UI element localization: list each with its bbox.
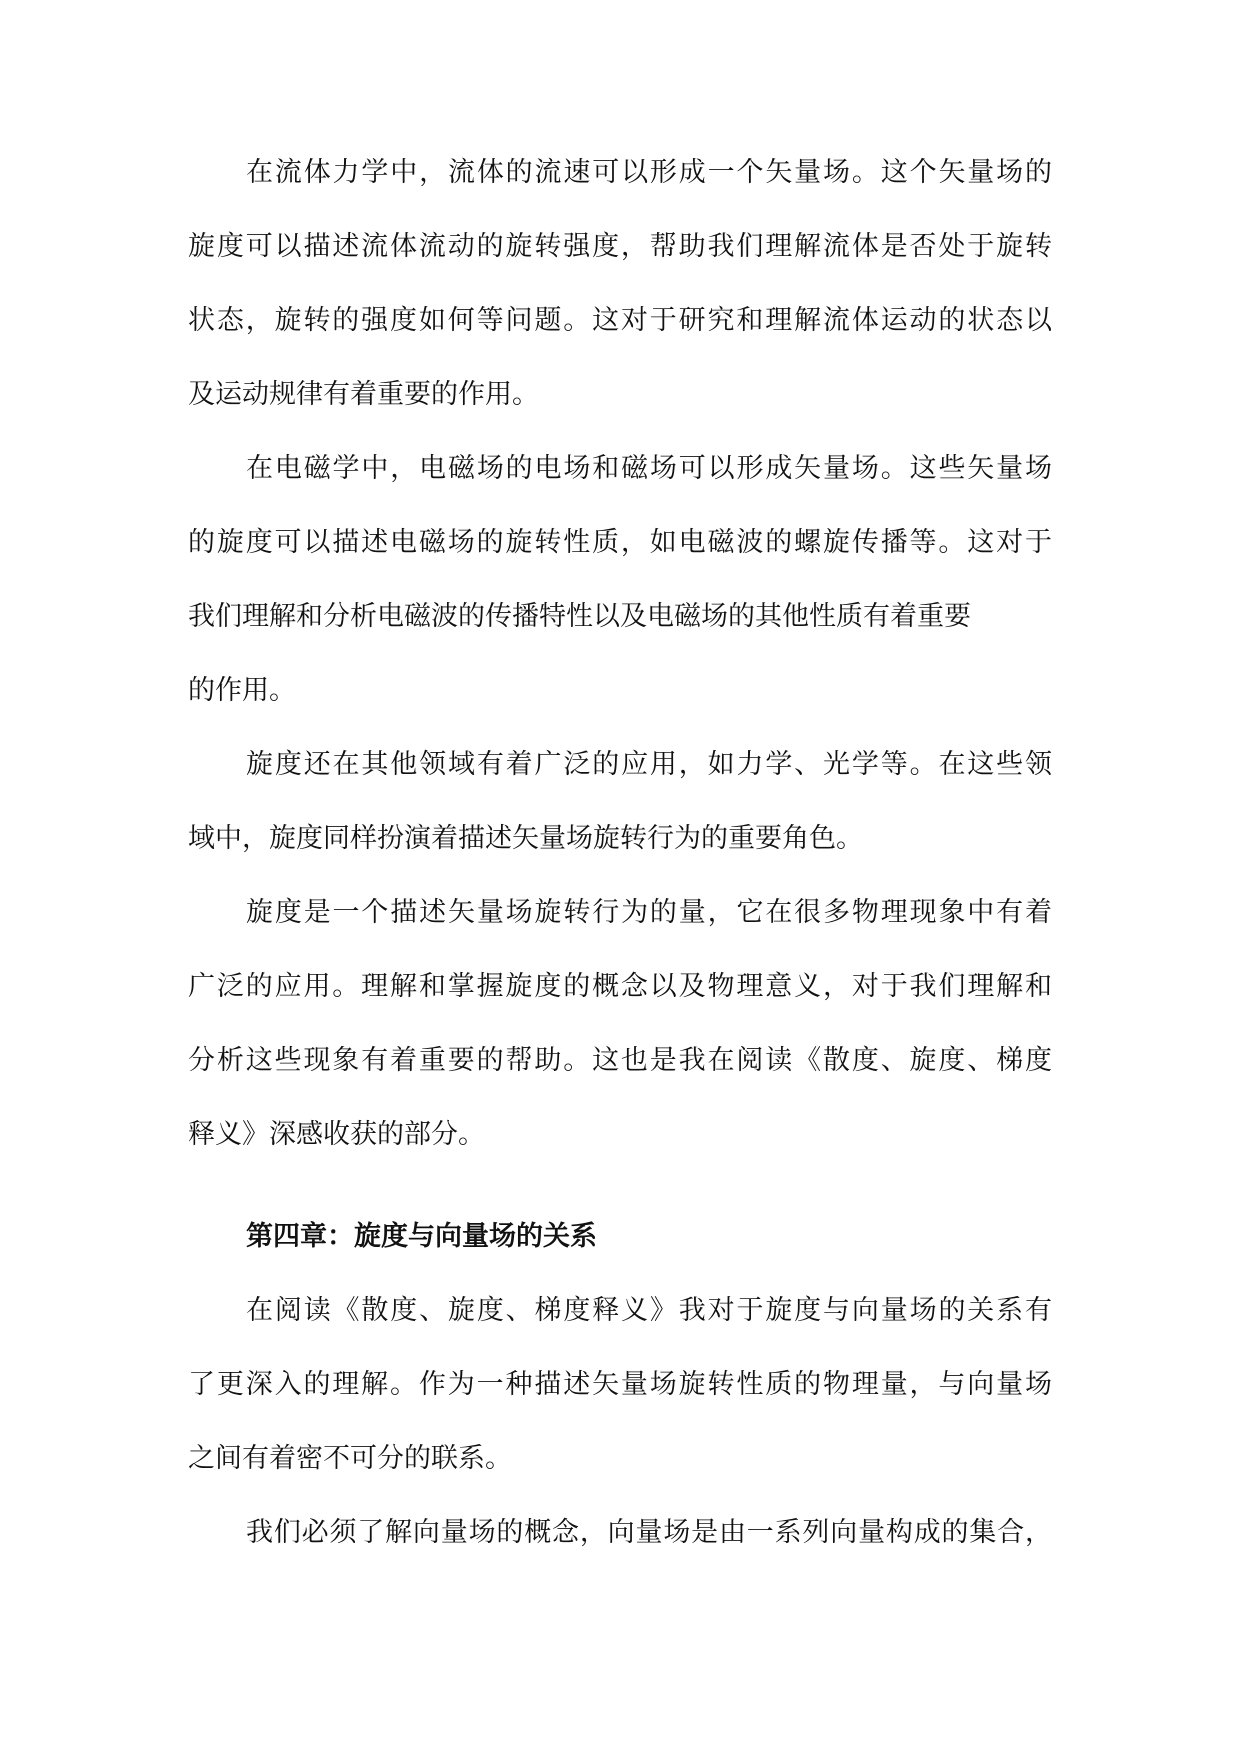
document-body — [188, 136, 1052, 1570]
section-gap — [188, 1172, 1052, 1200]
paragraph — [188, 432, 1052, 728]
text-line: 旋度还在其他领域有着广泛的应用，如力学、光学等。在这些领 — [246, 749, 1052, 780]
text-line: 在流体力学中，流体的流速可以形成一个矢量场。这个矢量场的 — [246, 157, 1052, 188]
text-line: 的旋度可以描述电磁场的旋转性质，如电磁波的螺旋传播等。这对于 — [188, 527, 1052, 558]
text-line: 我们必须了解向量场的概念，向量场是由一系列向量构成的集合， — [246, 1517, 1052, 1548]
text-line: 在电磁学中，电磁场的电场和磁场可以形成矢量场。这些矢量场 — [246, 453, 1052, 484]
text-line: 广泛的应用。理解和掌握旋度的概念以及物理意义，对于我们理解和 — [188, 971, 1052, 1002]
paragraph — [188, 136, 1052, 432]
text-line: 在阅读《散度、旋度、梯度释义》我对于旋度与向量场的关系有 — [246, 1295, 1052, 1326]
text-line: 旋度可以描述流体流动的旋转强度，帮助我们理解流体是否处于旋转 — [188, 231, 1052, 262]
text-line: 释义》深感收获的部分。 — [188, 1119, 485, 1150]
text-line: 状态，旋转的强度如何等问题。这对于研究和理解流体运动的状态以 — [188, 305, 1052, 336]
text-line: 了更深入的理解。作为一种描述矢量场旋转性质的物理量，与向量场 — [188, 1369, 1052, 1400]
text-line: 旋度是一个描述矢量场旋转行为的量，它在很多物理现象中有着 — [246, 897, 1052, 928]
text-line: 域中，旋度同样扮演着描述矢量场旋转行为的重要角色。 — [188, 823, 863, 854]
paragraph — [188, 728, 1052, 876]
text-line: 的作用。 — [188, 675, 296, 706]
paragraph — [188, 1274, 1052, 1496]
paragraph — [188, 1496, 1052, 1570]
text-line: 分析这些现象有着重要的帮助。这也是我在阅读《散度、旋度、梯度 — [188, 1045, 1052, 1076]
paragraph — [188, 876, 1052, 1172]
text-line: 及运动规律有着重要的作用。 — [188, 379, 539, 410]
text-line: 我们理解和分析电磁波的传播特性以及电磁场的其他性质有着重要 — [188, 601, 971, 632]
chapter-heading: 第四章：旋度与向量场的关系 — [246, 1221, 597, 1252]
text-line: 之间有着密不可分的联系。 — [188, 1443, 512, 1474]
